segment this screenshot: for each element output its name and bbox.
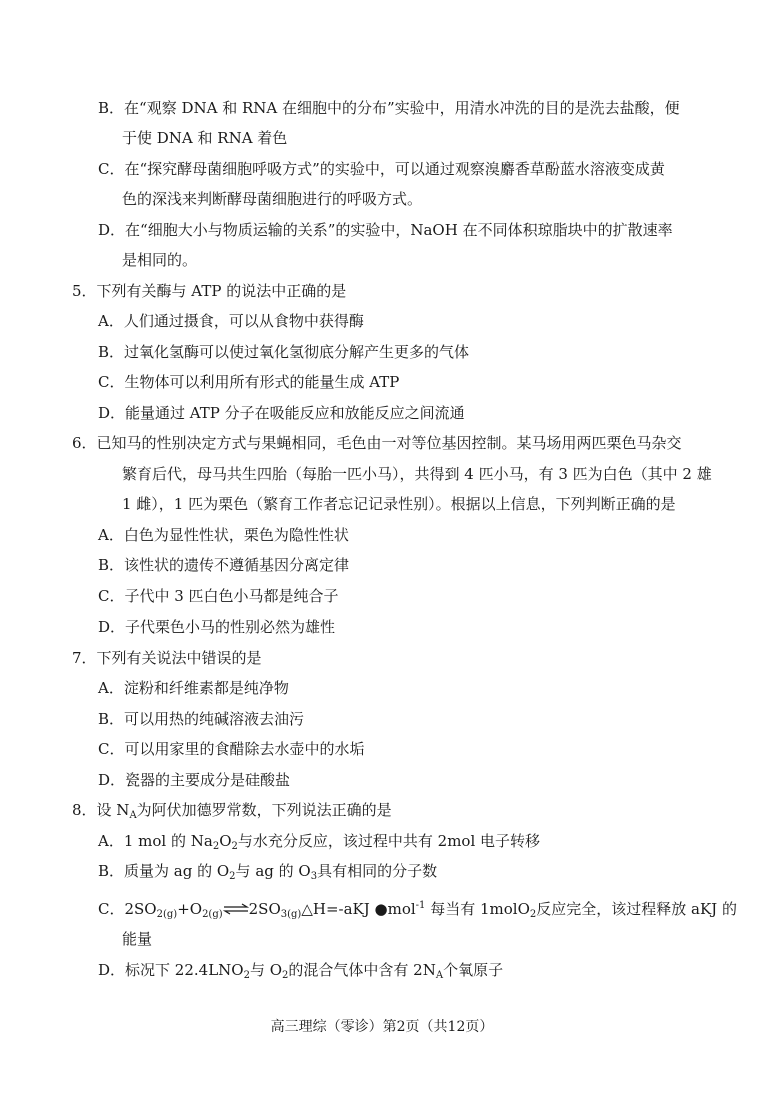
q8-option-c: C．$2SO_{2(g)}+O_{2(g)}$ $2SO_{3(g)}\triangle H=$-aKJ ●mol$^{-1}$ 每当有 1molO$_2$反应完全，该过程释放 aKJ 的 bbox=[98, 900, 737, 920]
q6-option-b: B．该性状的遗传不遵循基因分离定律 bbox=[98, 556, 350, 574]
q7-option-d: D．瓷器的主要成分是硅酸盐 bbox=[98, 771, 291, 789]
q4-option-d-cont: 是相同的。 bbox=[122, 251, 198, 269]
page-footer: 高三理综（零诊）第2页（共12页） bbox=[270, 1019, 494, 1035]
q4-option-b-cont: 于使 DNA 和 RNA 着色 bbox=[122, 129, 288, 147]
q5-option-c: C．生物体可以利用所有形式的能量生成 ATP bbox=[98, 373, 400, 391]
question-6-stem-cont2: 1 雌），1 匹为栗色（繁育工作者忘记记录性别）。根据以上信息，下列判断正确的是 bbox=[122, 495, 676, 513]
q4-option-d: D．在“细胞大小与物质运输的关系”的实验中，NaOH 在不同体积琼脂块中的扩散速率 bbox=[98, 221, 673, 239]
question-6-stem-cont1: 繁育后代，母马共生四胎（每胎一匹小马），共得到 4 匹小马，有 3 匹为白色（其中 2 雄 bbox=[122, 465, 712, 483]
q6-option-d: D．子代栗色小马的性别必然为雄性 bbox=[98, 618, 336, 636]
q5-option-d: D．能量通过 ATP 分子在吸能反应和放能反应之间流通 bbox=[98, 404, 465, 422]
question-7-stem: 7．下列有关说法中错误的是 bbox=[72, 649, 262, 667]
q5-option-b: B．过氧化氢酶可以使过氧化氢彻底分解产生更多的气体 bbox=[98, 343, 470, 361]
q6-option-a: A．白色为显性性状，栗色为隐性性状 bbox=[98, 526, 349, 544]
equilibrium-arrow-icon bbox=[223, 903, 249, 915]
q4-option-b: B．在“观察 DNA 和 RNA 在细胞中的分布”实验中，用清水冲洗的目的是洗去盐酸，便 bbox=[98, 99, 680, 117]
q8-option-b: B．质量为 ag 的 $O_2$与 ag 的 $O_3$具有相同的分子数 bbox=[98, 862, 438, 882]
question-8-stem: 8．设 $N_A$为阿伏加德罗常数，下列说法正确的是 bbox=[72, 801, 392, 821]
q7-option-a: A．淀粉和纤维素都是纯净物 bbox=[98, 679, 289, 697]
q8-option-d: D．标况下 $22.4LNO_2$与 $O_2$的混合气体中含有 $2N_A$个氧原子 bbox=[98, 961, 504, 981]
q7-option-c: C．可以用家里的食醋除去水壶中的水垢 bbox=[98, 740, 365, 758]
q5-option-a: A．人们通过摄食，可以从食物中获得酶 bbox=[98, 312, 364, 330]
q4-option-c-cont: 色的深浅来判断酵母菌细胞进行的呼吸方式。 bbox=[122, 190, 423, 208]
question-6-stem: 6．已知马的性别决定方式与果蝇相同，毛色由一对等位基因控制。某马场用两匹栗色马杂交 bbox=[72, 434, 682, 452]
q8-option-c-cont: 能量 bbox=[122, 930, 153, 948]
q6-option-c: C．子代中 3 匹白色小马都是纯合子 bbox=[98, 587, 339, 605]
q7-option-b: B．可以用热的纯碱溶液去油污 bbox=[98, 710, 305, 728]
q4-option-c: C．在“探究酵母菌细胞呼吸方式”的实验中，可以通过观察溴麝香草酚蓝水溶液变成黄 bbox=[98, 160, 665, 178]
question-5-stem: 5．下列有关酶与 ATP 的说法中正确的是 bbox=[72, 282, 347, 300]
q8-option-a: A．1 mol 的 $Na_2O_2$与水充分反应，该过程中共有 2mol 电子转移 bbox=[98, 832, 541, 852]
